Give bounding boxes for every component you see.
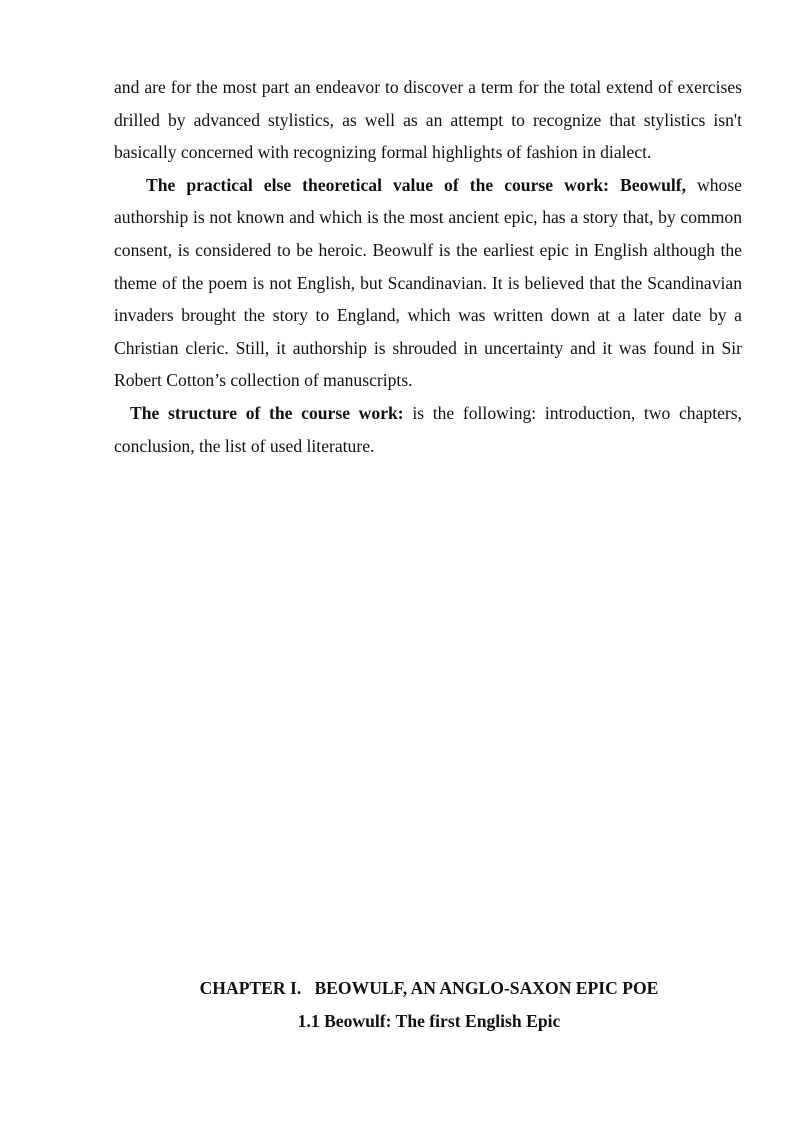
- paragraph-practical-value: [114, 169, 742, 397]
- practical-value-heading: The practical else theoretical value of the course work: Beowulf,: [146, 174, 687, 195]
- paragraph-structure: [114, 397, 742, 462]
- paragraph-intro-continuation: and are for the most part an endeavor to discover a term for the total extend of exercises drilled by advanced stylistics, as well as an attempt to recognize that stylistics isn't basically concerned with recognizing formal highlights of fashion in dialect.: [114, 77, 742, 163]
- section-heading: 1.1 Beowulf: The first English Epic: [297, 1011, 561, 1031]
- structure-heading: The structure of the course work:: [130, 402, 404, 423]
- chapter-heading: CHAPTER I. BEOWULF, AN ANGLO-SAXON EPIC POE: [199, 978, 659, 998]
- structure-text: is the following: introduction, two chapters, conclusion, the list of used literature.: [114, 402, 743, 456]
- practical-value-text: whose authorship is not known and which is the most ancient epic, has a story that, by common consent, is considered to be heroic. Beowulf is the earliest epic in English although the theme of the poem is not English, but Scandinavian. It is believed that the Scandinavian invaders brought the story to England, which was written down at a later date by a Christian cleric. Still, it authorship is shrouded in uncertainty and it was found in Sir Robert Cotton’s collection of manuscripts.: [114, 174, 742, 391]
- body-text: [114, 71, 742, 462]
